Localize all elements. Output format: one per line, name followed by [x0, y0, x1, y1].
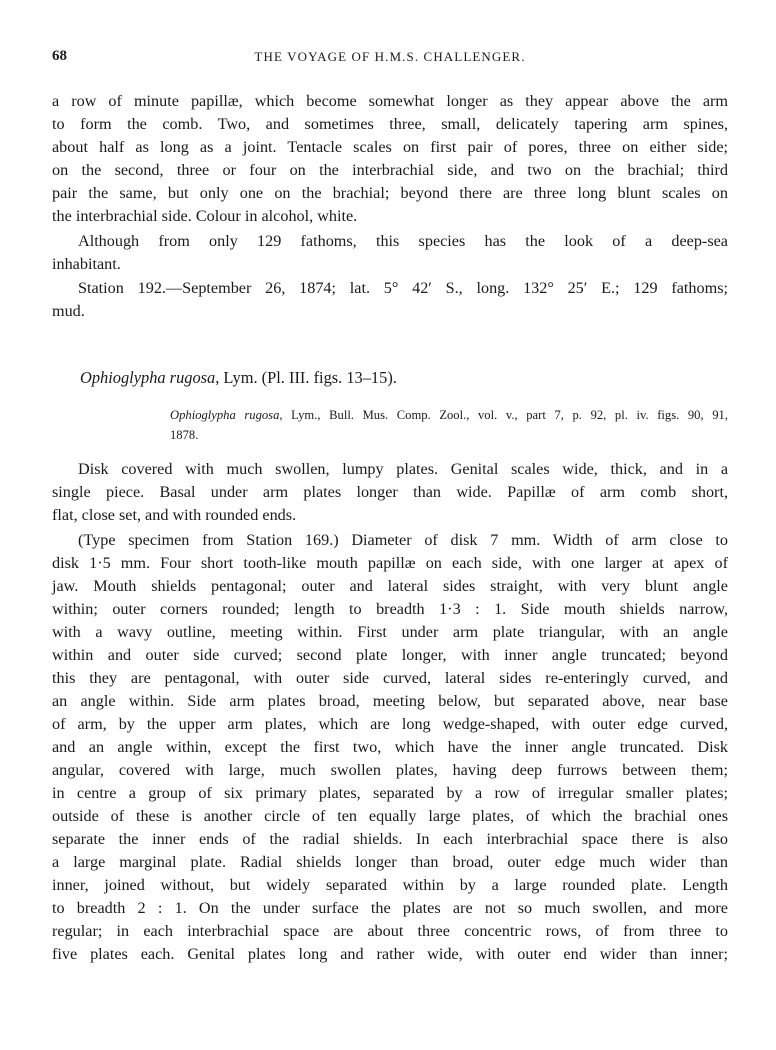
text-line: (Type specimen from Station 169.) Diameter of disk 7 mm. Width of arm close to [78, 531, 728, 549]
species-name: Ophioglypha rugosa [80, 368, 216, 387]
reference-year: 1878. [170, 428, 199, 442]
text-line: with a wavy outline, meeting within. First under arm plate triangular, with an angle [52, 623, 728, 641]
reference-citation: , Lym., Bull. Mus. Comp. Zool., vol. v., part 7, p. 92, pl. iv. figs. 90, 91, [279, 408, 728, 422]
text-line: an angle within. Side arm plates broad, meeting below, but separated above, near base [52, 692, 728, 710]
reference-line [170, 405, 728, 425]
text-line: in centre a group of six primary plates, separated by a row of irregular smaller plates; [52, 784, 728, 802]
text-line: angular, covered with large, much swollen plates, having deep furrows between them; [52, 761, 728, 779]
text-line: outside of these is another circle of ten equally large plates, of which the brachial ones [52, 807, 728, 825]
page-number: 68 [52, 48, 67, 64]
text-line: disk 1·5 mm. Four short tooth-like mouth papillæ on each side, with one larger at apex of [52, 554, 728, 572]
text-line: five plates each. Genital plates long and rather wide, with outer end wider than inner; [52, 945, 728, 963]
text-line: flat, close set, and with rounded ends. [52, 506, 297, 524]
text-line: Disk covered with much swollen, lumpy plates. Genital scales wide, thick, and in a [78, 460, 728, 478]
text-line: within and outer side curved; second plate longer, with inner angle truncated; beyond [52, 646, 728, 664]
text-line: of arm, by the upper arm plates, which are long wedge-shaped, with outer edge curved, [52, 715, 728, 733]
text-line: and an angle within, except the first two, which have the inner angle truncated. Disk [52, 738, 728, 756]
text-line: to form the comb. Two, and sometimes three, small, delicately tapering arm spines, [52, 115, 728, 133]
text-line: mud. [52, 302, 85, 320]
text-line: pair the same, but only one on the brachial; beyond there are three long blunt scales on [52, 184, 728, 202]
text-line: a row of minute papillæ, which become somewhat longer as they appear above the arm [52, 92, 728, 110]
text-line: the interbrachial side. Colour in alcohol, white. [52, 207, 358, 225]
text-line: about half as long as a joint. Tentacle scales on first pair of pores, three on either side; [52, 138, 728, 156]
text-line: single piece. Basal under arm plates longer than wide. Papillæ of arm comb short, [52, 483, 728, 501]
species-heading [80, 368, 397, 388]
text-line: Although from only 129 fathoms, this species has the look of a deep-sea [78, 232, 728, 250]
text-line: jaw. Mouth shields pentagonal; outer and lateral sides straight, with very blunt angle [52, 577, 728, 595]
text-line: within; outer corners rounded; length to breadth 1·3 : 1. Side mouth shields narrow, [52, 600, 728, 618]
page-header [52, 48, 728, 72]
reference-species: Ophioglypha rugosa [170, 408, 280, 422]
text-line: to breadth 2 : 1. On the under surface the plates are not so much swollen, and more [52, 899, 728, 917]
text-line: inhabitant. [52, 255, 121, 273]
station-line: Station 192.—September 26, 1874; lat. 5° 42′ S., long. 132° 25′ E.; 129 fathoms; [78, 279, 728, 297]
text-line: this they are pentagonal, with outer side curved, lateral sides re-enteringly curved, and [52, 669, 728, 687]
text-line: on the second, three or four on the interbrachial side, and two on the brachial; third [52, 161, 728, 179]
text-line: a large marginal plate. Radial shields longer than broad, outer edge much wider than [52, 853, 728, 871]
text-line: inner, joined without, but widely separated within by a large rounded plate. Length [52, 876, 728, 894]
species-plate-ref: , Lym. (Pl. III. figs. 13–15). [215, 368, 397, 387]
running-title: THE VOYAGE OF H.M.S. CHALLENGER. [254, 49, 526, 64]
text-line: separate the inner ends of the radial shields. In each interbrachial space there is also [52, 830, 728, 848]
text-line: regular; in each interbrachial space are about three concentric rows, of from three to [52, 922, 728, 940]
